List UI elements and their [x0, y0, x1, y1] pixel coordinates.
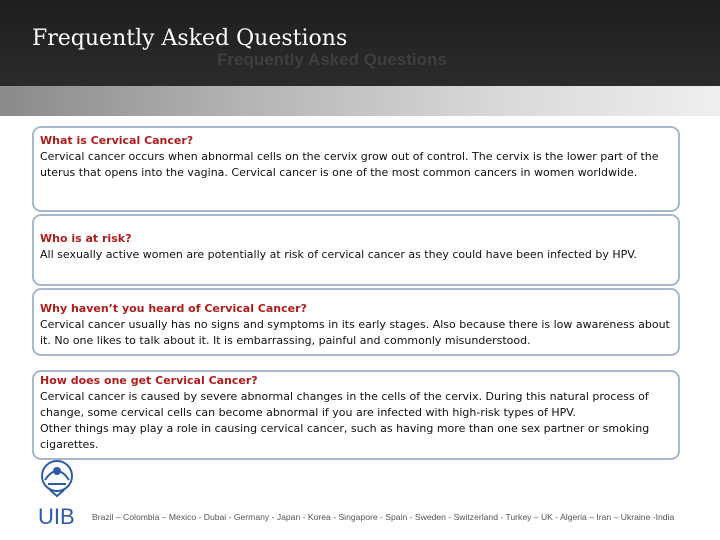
faq-card-why-not-heard: [32, 288, 680, 356]
brand-name: UIB: [38, 504, 75, 529]
faq-question: How does one get Cervical Cancer?: [40, 374, 258, 387]
faq-answer: Cervical cancer is caused by severe abnormal changes in the cells of the cervix. During this natural process of change, some cervical cells can become abnormal if you are infected with high-risk types of HPV.: [40, 390, 649, 419]
faq-card-what-is: [32, 126, 680, 212]
country-list: Brazil – Colombia – Mexico - Dubai - Germany - Japan - Korea - Singapore - Spain - Sweden - Switzerland - Turkey – UK - Algeria – Iran – Ukraine -India: [92, 512, 675, 522]
faq-answer: Other things may play a role in causing cervical cancer, such as having more than one sex partner or smoking cigarettes.: [40, 422, 650, 451]
faq-answer: Cervical cancer usually has no signs and symptoms in its early stages. Also because there is low awareness about it. No one likes to talk about it. It is embarrassing, painful and commonly misunderstood.: [40, 318, 670, 347]
title-bar-gradient: [0, 86, 720, 116]
faq-question: What is Cervical Cancer?: [40, 134, 194, 147]
faq-answer: Cervical cancer occurs when abnormal cells on the cervix grow out of control. The cervix is the lower part of the uterus that opens into the vagina. Cervical cancer is one of the most common cancers in women worldwide.: [40, 150, 659, 179]
page-title: Frequently Asked Questions: [32, 26, 348, 51]
faq-card-how-get: [32, 370, 680, 460]
faq-card-who-at-risk: [32, 214, 680, 286]
faq-answer: All sexually active women are potentially at risk of cervical cancer as they could have been infected by HPV.: [40, 248, 637, 261]
uib-crest-logo-icon: [38, 458, 76, 498]
faq-question: Why haven’t you heard of Cervical Cancer?: [40, 302, 307, 315]
page-title-shadow: Frequently Asked Questions: [217, 50, 447, 69]
faq-question: Who is at risk?: [40, 232, 132, 245]
